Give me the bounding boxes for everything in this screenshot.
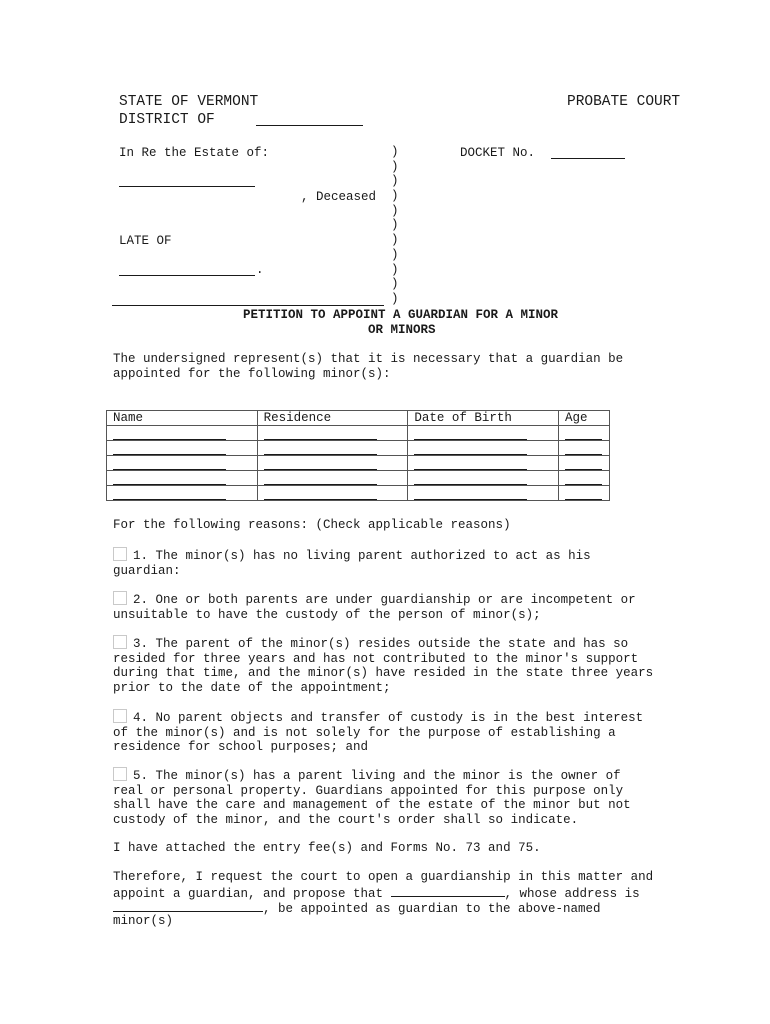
age-cell[interactable]	[558, 471, 609, 486]
request-line1: Therefore, I request the court to open a guardianship in this matter and	[113, 870, 654, 884]
table-row	[107, 426, 610, 441]
dob-cell[interactable]	[408, 456, 559, 471]
caption-paren-column	[391, 145, 403, 307]
late-of-period: .	[256, 263, 264, 277]
deceased-label: , Deceased	[301, 190, 377, 204]
header-age: Age	[558, 411, 609, 426]
minors-table	[106, 410, 610, 501]
table-row	[107, 486, 610, 501]
residence-cell[interactable]	[257, 471, 408, 486]
reason-2: 2. One or both parents are under guardianship or are incompetent or unsuitable to have the custody of the person of minor(s);	[113, 593, 636, 622]
table-row	[107, 456, 610, 471]
in-re-label: In Re the Estate of:	[119, 146, 270, 160]
late-of-label: LATE OF	[119, 234, 172, 248]
age-cell[interactable]	[558, 441, 609, 456]
header-residence: Residence	[257, 411, 408, 426]
dob-cell[interactable]	[408, 471, 559, 486]
paren: )	[391, 218, 399, 233]
header-name: Name	[107, 411, 258, 426]
district-label: DISTRICT OF	[119, 112, 215, 128]
dob-cell[interactable]	[408, 426, 559, 441]
reason-4-checkbox[interactable]	[113, 709, 127, 723]
petition-title-line1: PETITION TO APPOINT A GUARDIAN FOR A MINOR	[243, 308, 559, 322]
table-header-row	[107, 411, 610, 426]
residence-cell[interactable]	[257, 441, 408, 456]
state-heading: STATE OF VERMONT	[119, 94, 259, 110]
guardian-address-blank[interactable]	[113, 900, 263, 912]
reason-3-checkbox[interactable]	[113, 635, 127, 649]
header-dob: Date of Birth	[408, 411, 559, 426]
paren: )	[391, 189, 399, 204]
request-line4: minor(s)	[113, 914, 174, 928]
table-row	[107, 441, 610, 456]
paren: )	[391, 233, 399, 248]
reason-5-checkbox[interactable]	[113, 767, 127, 781]
table-row	[107, 471, 610, 486]
attached-text: I have attached the entry fee(s) and Forms No. 73 and 75.	[113, 841, 541, 855]
late-of-blank[interactable]	[119, 275, 255, 276]
age-cell[interactable]	[558, 456, 609, 471]
estate-name-blank[interactable]	[119, 186, 255, 187]
reason-3: 3. The parent of the minor(s) resides outside the state and has so resided for three years and has not contributed to the minor's support during that time, and the minor(s) have resided in the state three years prior to the date of the appointment;	[113, 637, 654, 696]
age-cell[interactable]	[558, 486, 609, 501]
district-blank[interactable]	[256, 125, 363, 126]
dob-cell[interactable]	[408, 441, 559, 456]
paren: )	[391, 291, 399, 306]
residence-cell[interactable]	[257, 486, 408, 501]
request-line2: appoint a guardian, and propose that , whose address is	[113, 887, 640, 901]
paren: )	[391, 262, 399, 277]
docket-blank[interactable]	[551, 158, 625, 159]
residence-cell[interactable]	[257, 426, 408, 441]
name-cell[interactable]	[107, 486, 258, 501]
name-cell[interactable]	[107, 456, 258, 471]
residence-cell[interactable]	[257, 456, 408, 471]
dob-cell[interactable]	[408, 486, 559, 501]
request-line3: , be appointed as guardian to the above-named	[113, 900, 673, 917]
petition-title-line2: OR MINORS	[368, 323, 436, 337]
paren: )	[391, 159, 399, 174]
court-heading: PROBATE COURT	[567, 94, 681, 110]
reason-4: 4. No parent objects and transfer of custody is in the best interest of the minor(s) and is not solely for the purpose of establishing a residence for school purposes; and	[113, 711, 644, 755]
paren: )	[391, 203, 399, 218]
reason-1-checkbox[interactable]	[113, 547, 127, 561]
age-cell[interactable]	[558, 426, 609, 441]
paren: )	[391, 277, 399, 292]
reason-1: 1. The minor(s) has no living parent authorized to act as his guardian:	[113, 549, 591, 578]
name-cell[interactable]	[107, 471, 258, 486]
intro-line2: appointed for the following minor(s):	[113, 366, 391, 381]
paren: )	[391, 174, 399, 189]
docket-label: DOCKET No.	[460, 146, 536, 160]
proposed-guardian-blank[interactable]	[391, 885, 505, 897]
intro-text	[113, 352, 673, 381]
reasons-intro: For the following reasons: (Check applicable reasons)	[113, 518, 511, 532]
paren: )	[391, 247, 399, 262]
reason-2-checkbox[interactable]	[113, 591, 127, 605]
intro-line1: The undersigned represent(s) that it is necessary that a guardian be	[113, 352, 624, 366]
caption-bottom-rule	[112, 305, 384, 306]
name-cell[interactable]	[107, 441, 258, 456]
name-cell[interactable]	[107, 426, 258, 441]
reason-5: 5. The minor(s) has a parent living and the minor is the owner of real or personal property. Guardians appointed for this purpose only shall have the care and management of the estate of the minor but not custody of the minor, and the court's order shall so indicate.	[113, 769, 631, 828]
paren: )	[391, 145, 399, 159]
